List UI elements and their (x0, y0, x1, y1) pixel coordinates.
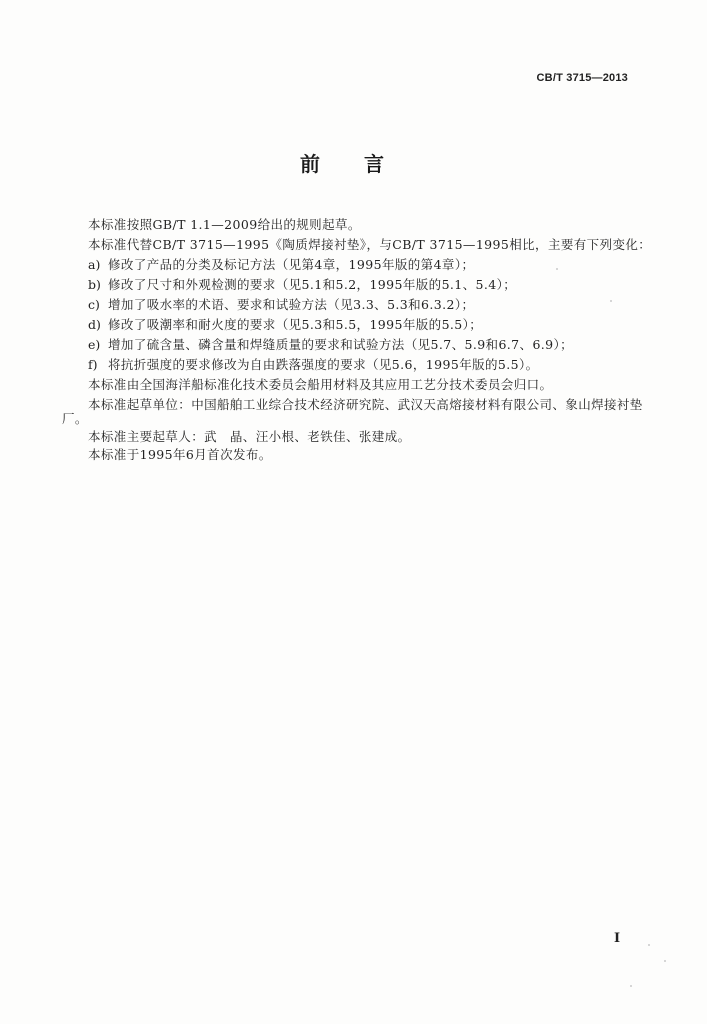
list-item-text: 增加了吸水率的术语、要求和试验方法（见3.3、5.3和6.3.2）； (108, 297, 475, 312)
drafting-units-paragraph: 本标准起草单位：中国船舶工业综合技术经济研究院、武汉天高熔接材料有限公司、象山焊接衬垫 (88, 397, 643, 412)
list-item-text: 将抗折强度的要求修改为自由跌落强度的要求（见5.6，1995年版的5.5）。 (108, 357, 539, 372)
drafters-paragraph: 本标准主要起草人：武 晶、汪小根、老铁佳、张建成。 (88, 429, 411, 444)
scan-speck (648, 944, 650, 946)
intro-paragraph: 本标准按照GB/T 1.1—2009给出的规则起草。 (88, 217, 361, 232)
scan-speck (610, 300, 612, 302)
list-item-label: e) (88, 337, 101, 352)
list-item-label: c) (88, 297, 100, 312)
first-issue-paragraph: 本标准于1995年6月首次发布。 (88, 447, 272, 462)
list-item-text: 修改了吸潮率和耐火度的要求（见5.3和5.5，1995年版的5.5）； (108, 317, 483, 332)
drafting-units-continuation: 厂。 (62, 411, 88, 426)
list-item-label: f) (88, 357, 98, 372)
list-item-text: 修改了产品的分类及标记方法（见第4章，1995年版的第4章）； (108, 257, 475, 272)
list-item-label: b) (88, 277, 101, 292)
page-number: I (614, 931, 621, 946)
list-item-text: 增加了硫含量、磷含量和焊缝质量的要求和试验方法（见5.7、5.9和6.7、6.9）； (108, 337, 574, 352)
page-title: 前 言 (300, 152, 396, 176)
list-item-text: 修改了尺寸和外观检测的要求（见5.1和5.2，1995年版的5.1、5.4）； (108, 277, 517, 292)
intro-paragraph: 本标准代替CB/T 3715—1995《陶质焊接衬垫》，与CB/T 3715—1995相比，主要有下列变化： (88, 237, 652, 252)
list-item-label: d) (88, 317, 101, 332)
scan-speck (664, 960, 666, 962)
scan-speck (556, 268, 558, 270)
list-item-label: a) (88, 257, 101, 272)
responsible-body-paragraph: 本标准由全国海洋船标准化技术委员会船用材料及其应用工艺分技术委员会归口。 (88, 377, 553, 392)
document-number: CB/T 3715—2013 (536, 72, 628, 84)
scan-speck (630, 985, 632, 987)
